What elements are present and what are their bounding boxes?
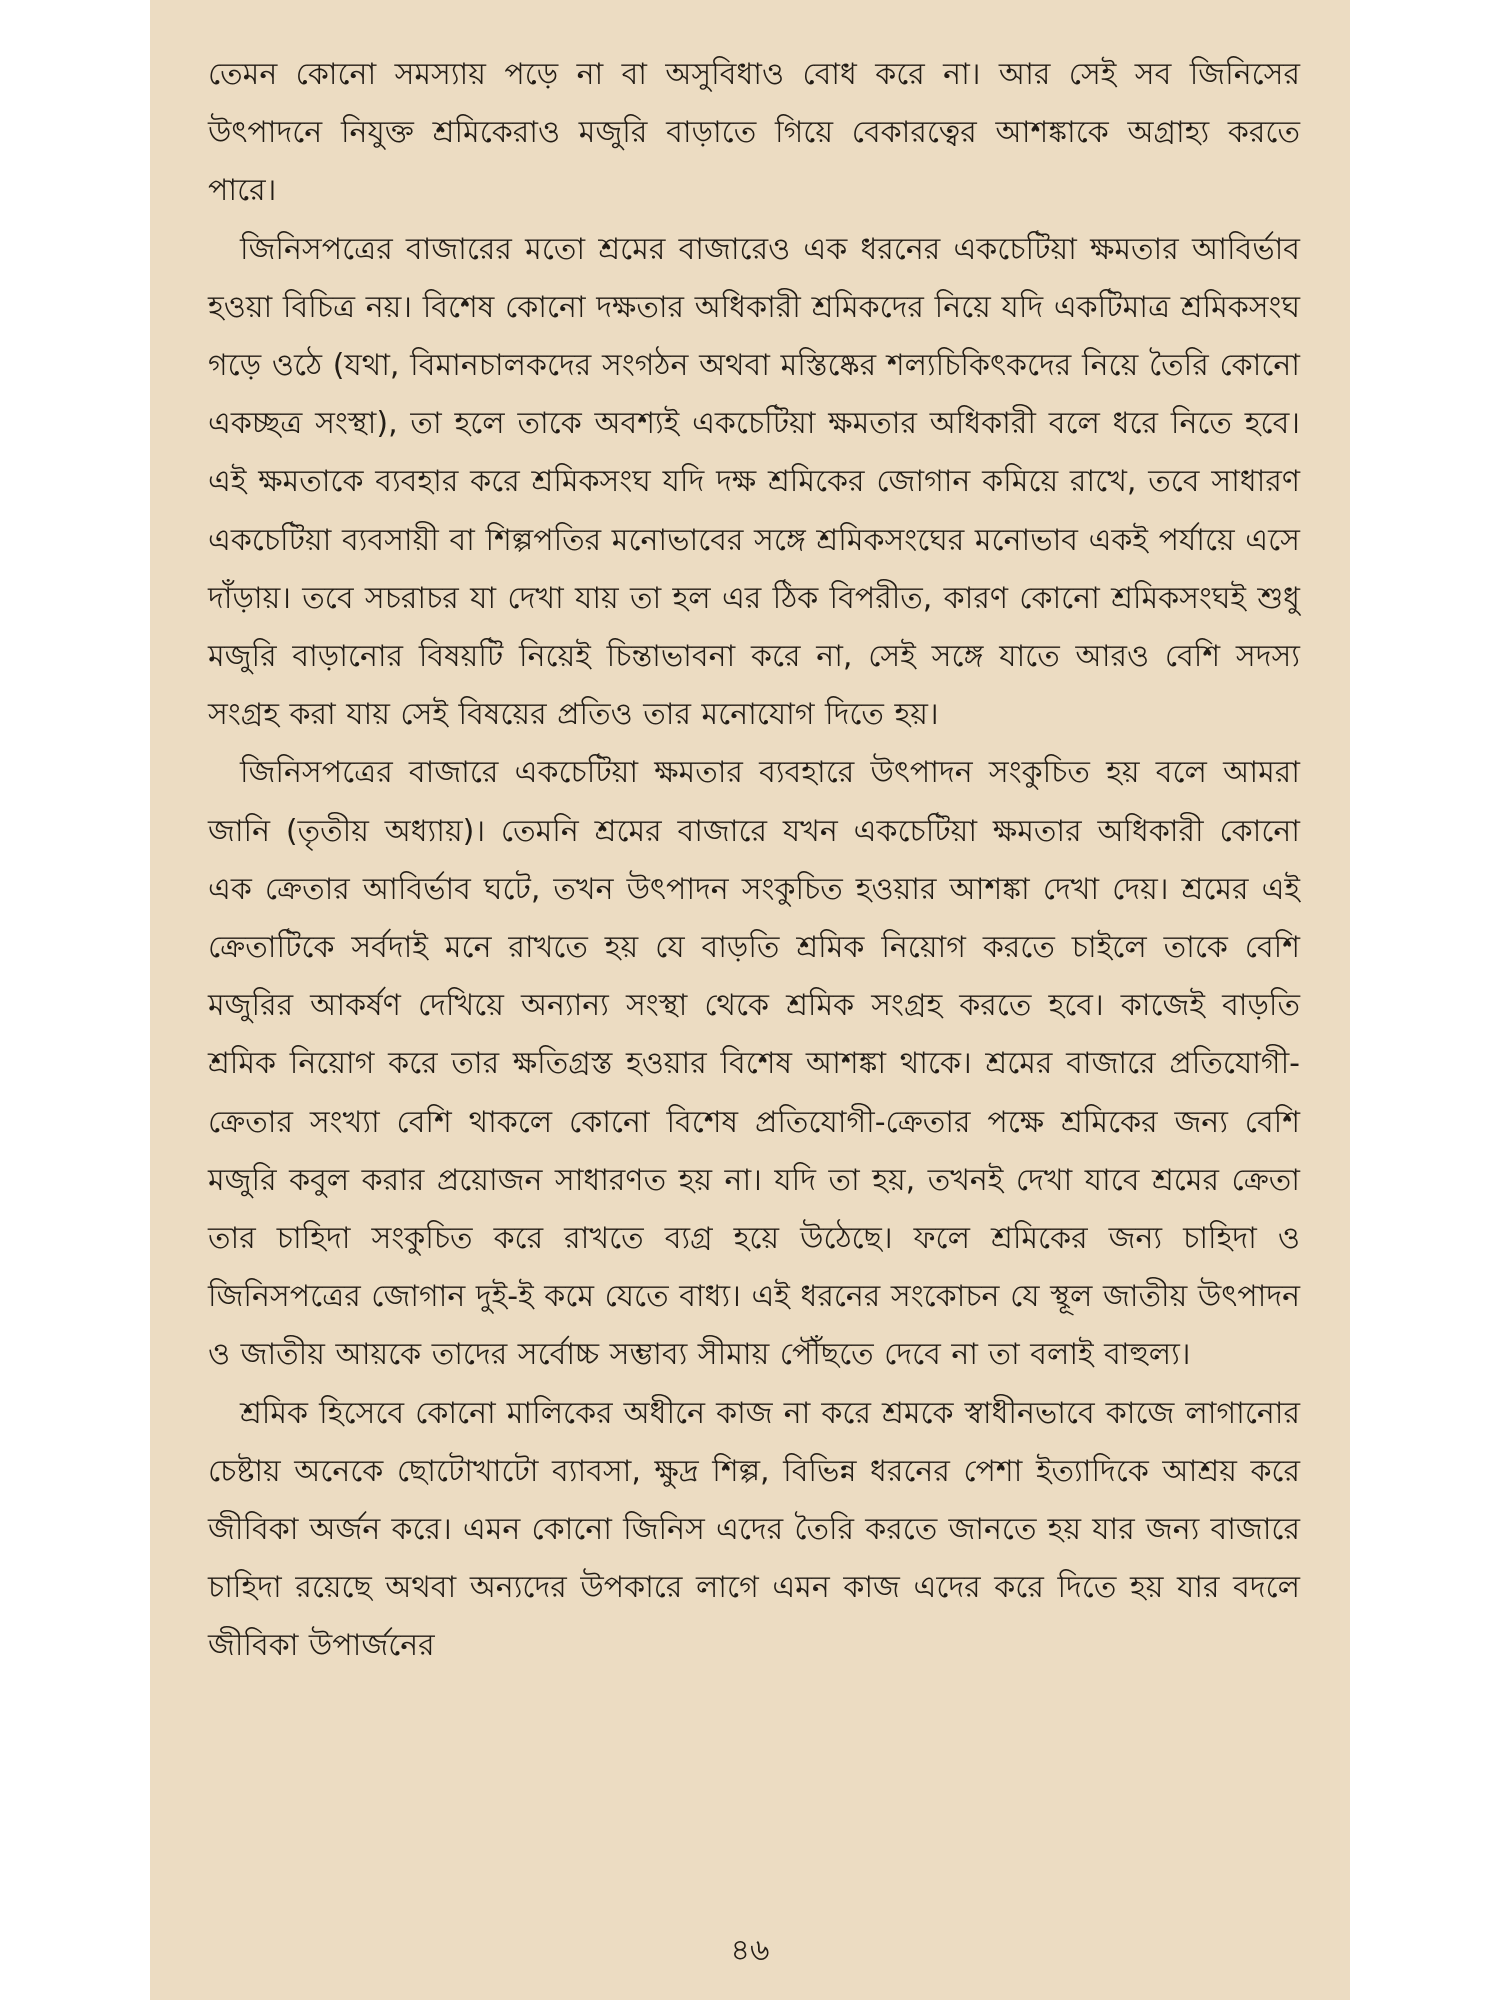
paragraph: জিনিসপত্রের বাজারে একচেটিয়া ক্ষমতার ব্যবহারে উৎপাদন সংকুচিত হয় বলে আমরা জানি (তৃতীয় অধ্যায়)। তেমনি শ্রমের বাজারে যখন একচেটিয়া ক্ষমতার অধিকারী কোনো এক ক্রেতার আবির্ভাব ঘটে, তখন উৎপাদন সংকুচিত হওয়ার আশঙ্কা দেখা দেয়। শ্রমের এই ক্রেতাটিকে সর্বদাই মনে রাখতে হয় যে বাড়তি শ্রমিক নিয়োগ করতে চাইলে তাকে বেশি মজুরির আকর্ষণ দেখিয়ে অন্যান্য সংস্থা থেকে শ্রমিক সংগ্রহ করতে হবে। কাজেই বাড়তি শ্রমিক নিয়োগ করে তার ক্ষতিগ্রস্ত হওয়ার বিশেষ আশঙ্কা থাকে। শ্রমের বাজারে প্রতিযোগী-ক্রেতার সংখ্যা বেশি থাকলে কোনো বিশেষ প্রতিযোগী-ক্রেতার পক্ষে শ্রমিকের জন্য বেশি মজুরি কবুল করার প্রয়োজন সাধারণত হয় না। যদি তা হয়, তখনই দেখা যাবে শ্রমের ক্রেতা তার চাহিদা সংকুচিত করে রাখতে ব্যগ্র হয়ে উঠেছে। ফলে শ্রমিকের জন্য চাহিদা ও জিনিসপত্রের জোগান দুই-ই কমে যেতে বাধ্য। এই ধরনের সংকোচন যে স্থূল জাতীয় উৎপাদন ও জাতীয় আয়কে তাদের সর্বোচ্চ সম্ভাব্য সীমায় পৌঁছতে দেবে না তা বলাই বাহুল্য। (208, 755, 1300, 1373)
paragraph: শ্রমিক হিসেবে কোনো মালিকের অধীনে কাজ না করে শ্রমকে স্বাধীনভাবে কাজে লাগানোর চেষ্টায় অনেকে ছোটোখাটো ব্যাবসা, ক্ষুদ্র শিল্প, বিভিন্ন ধরনের পেশা ইত্যাদিকে আশ্রয় করে জীবিকা অর্জন করে। এমন কোনো জিনিস এদের তৈরি করতে জানতে হয় যার জন্য বাজারে চাহিদা রয়েছে অথবা অন্যদের উপকারে লাগে এমন কাজ এদের করে দিতে হয় যার বদলে জীবিকা উপার্জনের (208, 1395, 1300, 1664)
body-text (208, 46, 1300, 1676)
paragraph-continued: তেমন কোনো সমস্যায় পড়ে না বা অসুবিধাও বোধ করে না। আর সেই সব জিনিসের উৎপাদনে নিযুক্ত শ্রমিকেরাও মজুরি বাড়াতে গিয়ে বেকারত্বের আশঙ্কাকে অগ্রাহ্য করতে পারে। (208, 57, 1300, 209)
page-number: ৪৬ (730, 1933, 770, 1968)
paragraph: জিনিসপত্রের বাজারের মতো শ্রমের বাজারেও এক ধরনের একচেটিয়া ক্ষমতার আবির্ভাব হওয়া বিচিত্র নয়। বিশেষ কোনো দক্ষতার অধিকারী শ্রমিকদের নিয়ে যদি একটিমাত্র শ্রমিকসংঘ গড়ে ওঠে (যথা, বিমানচালকদের সংগঠন অথবা মস্তিষ্কের শল্যচিকিৎকদের নিয়ে তৈরি কোনো একচ্ছত্র সংস্থা), তা হলে তাকে অবশ্যই একচেটিয়া ক্ষমতার অধিকারী বলে ধরে নিতে হবে। এই ক্ষমতাকে ব্যবহার করে শ্রমিকসংঘ যদি দক্ষ শ্রমিকের জোগান কমিয়ে রাখে, তবে সাধারণ একচেটিয়া ব্যবসায়ী বা শিল্পপতির মনোভাবের সঙ্গে শ্রমিকসংঘের মনোভাব একই পর্যায়ে এসে দাঁড়ায়। তবে সচরাচর যা দেখা যায় তা হল এর ঠিক বিপরীত, কারণ কোনো শ্রমিকসংঘই শুধু মজুরি বাড়ানোর বিষয়টি নিয়েই চিন্তাভাবনা করে না, সেই সঙ্গে যাতে আরও বেশি সদস্য সংগ্রহ করা যায় সেই বিষয়ের প্রতিও তার মনোযোগ দিতে হয়। (208, 231, 1301, 733)
book-page (150, 0, 1350, 2000)
